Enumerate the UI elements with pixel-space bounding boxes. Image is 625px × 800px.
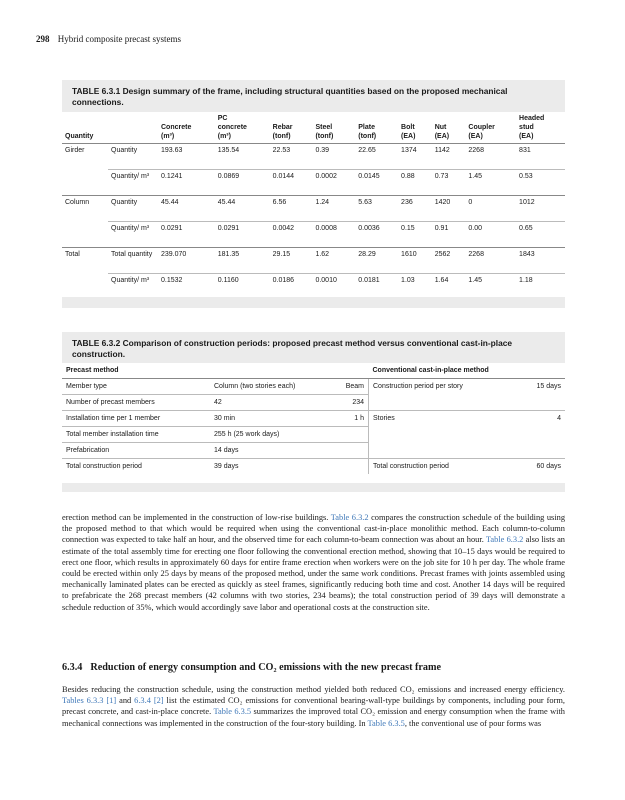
table-row	[62, 379, 565, 395]
table-cell: 2562	[434, 251, 451, 258]
section-number: 6.3.4	[62, 662, 83, 673]
table-cell: 0	[468, 199, 473, 206]
group-label: Total	[65, 251, 80, 258]
text-run: compares the construction schedule of the building using the proposed method to that which would be required when using the conventional cast-in-place monolithic method. Each column-to-column connection was expected to take half an hour, and the observed time for each column-to-beam connection was about an hour.	[62, 513, 566, 545]
table-cell: 0.0145	[355, 170, 398, 196]
table-cell: 45.44	[161, 199, 179, 206]
col-header	[516, 112, 565, 144]
table-cell: 0.0186	[270, 274, 313, 300]
table-cell: 0.15	[398, 222, 432, 248]
table-row	[62, 459, 565, 475]
col-header	[355, 112, 398, 144]
table-caption-text: Design summary of the frame, including structural quantities based on the proposed mechanical connections.	[72, 86, 508, 107]
table-caption-text: Comparison of construction periods: proposed precast method versus conventional cast-in-place construction.	[72, 338, 513, 359]
table-cell: 0.00	[465, 222, 516, 248]
table-row	[62, 248, 565, 274]
table-cell: 1610	[401, 251, 417, 258]
table-cell: Prefabrication	[62, 443, 210, 459]
table-cell: 60 days	[517, 459, 565, 475]
table-cell: Construction period per story	[369, 379, 518, 395]
table-cell: 22.65	[358, 147, 376, 154]
table-cell: 15 days	[517, 379, 565, 395]
table-cell: Number of precast members	[62, 395, 210, 411]
group-label	[62, 222, 108, 248]
table-cell: Beam	[330, 379, 369, 395]
table-cell: 0.0144	[270, 170, 313, 196]
table-cell: Total construction period	[369, 459, 518, 475]
col-header-line: Steel	[315, 124, 333, 131]
col-header-line	[358, 114, 395, 123]
section-heading	[62, 662, 441, 673]
table-header-row	[62, 363, 565, 379]
table-cell: 0.39	[315, 147, 330, 154]
table-cell: 30 min	[210, 411, 330, 427]
table-cell: 0.0181	[355, 274, 398, 300]
table-cell: 831	[519, 147, 531, 154]
group-label	[62, 170, 108, 196]
table-cell	[517, 443, 565, 459]
text-run: and	[116, 696, 135, 706]
table-cell: 0.1532	[158, 274, 215, 300]
table-caption	[62, 80, 565, 112]
row-label: Quantity/ m³	[108, 274, 158, 300]
table-link[interactable]: Table 6.3.2	[330, 513, 369, 522]
table-cell: 1.45	[465, 170, 516, 196]
table-cell: 1012	[519, 199, 535, 206]
table-cell: 135.54	[217, 147, 240, 154]
table-cell: 193.63	[161, 147, 183, 154]
table-row	[62, 222, 565, 248]
col-header-line: Bolt	[401, 124, 415, 131]
col-header	[432, 112, 466, 144]
row-label: Quantity/ m³	[108, 170, 158, 196]
col-header	[158, 112, 215, 144]
table-cell: 1142	[434, 147, 450, 154]
col-header-line: (m³)	[217, 133, 231, 140]
row-label: Quantity	[111, 199, 138, 206]
table-cell: 6.56	[272, 199, 287, 206]
text-run: , the conventional use of pour forms was	[404, 718, 542, 728]
table-cell	[369, 395, 518, 411]
col-header-line: Concrete	[161, 124, 192, 131]
col-header-line: Nut	[434, 124, 447, 131]
table-cell: 1 h	[330, 411, 369, 427]
table-row	[62, 170, 565, 196]
construction-period-table	[62, 363, 565, 474]
table-cell: 1.64	[432, 274, 466, 300]
table-row	[62, 427, 565, 443]
table-6-3-1	[62, 80, 565, 308]
running-title: Hybrid composite precast systems	[57, 34, 181, 44]
col-header	[398, 112, 432, 144]
table-cell: 4	[517, 411, 565, 427]
table-cell: 0.73	[432, 170, 466, 196]
table-cell: Member type	[62, 379, 210, 395]
table-cell: Installation time per 1 member	[62, 411, 210, 427]
table-cell: 2268	[468, 147, 484, 154]
col-header-line: Rebar	[272, 124, 293, 131]
table-cell: 0.65	[516, 222, 565, 248]
table-cell: 234	[330, 395, 369, 411]
col-header-line: (EA)	[468, 133, 483, 140]
table-row	[62, 411, 565, 427]
table-body-panel	[62, 363, 565, 483]
running-head	[36, 34, 181, 44]
col-header-line	[435, 114, 463, 123]
col-header-line: (EA)	[401, 133, 416, 140]
table-link[interactable]: Tables 6.3.3 [1]	[62, 696, 117, 706]
table-cell: 239.070	[161, 251, 187, 258]
col-header	[215, 112, 270, 144]
table-cell: 45.44	[217, 199, 236, 206]
table-header-row	[62, 112, 565, 144]
col-header-line: PC	[217, 115, 228, 122]
col-header-line: stud	[519, 124, 534, 131]
table-cell: Column (two stories each)	[210, 379, 330, 395]
col-header-line: (tonf)	[272, 133, 291, 140]
table-cell: 2268	[468, 251, 484, 258]
table-cell: 1.24	[315, 199, 330, 206]
table-cell: 1.45	[465, 274, 516, 300]
table-cell	[369, 443, 518, 459]
col-header-line	[315, 114, 352, 123]
table-row	[62, 395, 565, 411]
group-label: Girder	[65, 147, 85, 154]
table-cell	[369, 427, 518, 443]
table-cell	[330, 427, 369, 443]
table-link[interactable]: Table 6.3.2	[485, 535, 524, 545]
text-run: summarizes the improved total CO₂ emission and energy consumption when the frame with mechanical connections was implemented in the construction of the four-story building. In	[62, 707, 565, 728]
row-label: Quantity	[111, 147, 138, 154]
page-number: 298	[36, 34, 50, 44]
col-header-line: concrete	[217, 124, 247, 131]
text-run: erection method can be implemented in the construction of low-rise buildings.	[62, 513, 331, 522]
table-cell: 0.53	[516, 170, 565, 196]
header-precast-method: Precast method	[62, 363, 369, 379]
group-label	[62, 274, 108, 300]
table-row	[62, 443, 565, 459]
table-cell: 28.29	[358, 251, 376, 258]
table-cell	[330, 443, 369, 459]
table-cell: 0.91	[432, 222, 466, 248]
table-body-panel	[62, 112, 565, 297]
table-row	[62, 144, 565, 170]
col-header-line: (tonf)	[358, 133, 377, 140]
table-cell: 181.35	[217, 251, 240, 258]
table-cell: 1.03	[398, 274, 432, 300]
row-label: Quantity/ m³	[108, 222, 158, 248]
table-cell: 5.63	[358, 199, 372, 206]
col-header-line: Coupler	[468, 124, 495, 131]
table-cell: 1374	[401, 147, 417, 154]
header-conventional-method: Conventional cast-in-place method	[369, 363, 566, 379]
col-header	[312, 112, 355, 144]
table-cell: 255 h (25 work days)	[210, 427, 330, 443]
table-cell: 0.1241	[158, 170, 215, 196]
col-header-line: Headed	[519, 115, 545, 122]
col-header-line	[161, 114, 212, 123]
table-cell: 0.0291	[215, 222, 270, 248]
table-row	[62, 196, 565, 222]
col-header-line: (m³)	[161, 133, 175, 140]
table-cell: Total construction period	[62, 459, 210, 475]
table-cell: 1.18	[516, 274, 565, 300]
col-header	[465, 112, 516, 144]
table-label: TABLE 6.3.1	[72, 86, 121, 96]
table-6-3-2	[62, 332, 565, 492]
table-cell: 29.15	[272, 251, 291, 258]
table-cell: 0.1160	[215, 274, 270, 300]
table-cell	[330, 459, 369, 475]
table-cell: 0.0010	[312, 274, 355, 300]
table-cell: 1843	[519, 251, 535, 258]
table-cell: 0.0002	[312, 170, 355, 196]
table-cell: 1420	[434, 199, 451, 206]
table-cell: 22.53	[272, 147, 291, 154]
table-link[interactable]: Table 6.3.5	[367, 718, 405, 728]
col-header-line: (EA)	[519, 133, 534, 140]
table-cell: 0.0042	[270, 222, 313, 248]
table-cell: Stories	[369, 411, 518, 427]
table-cell	[517, 427, 565, 443]
table-cell: 0.0291	[158, 222, 215, 248]
row-label: Total quantity	[111, 251, 153, 258]
col-header-line: (EA)	[434, 133, 450, 140]
table-cell	[517, 395, 565, 411]
table-cell: 39 days	[210, 459, 330, 475]
col-header-line	[401, 114, 429, 123]
body-paragraph	[62, 684, 565, 729]
table-cell: 42	[210, 395, 330, 411]
table-cell: 14 days	[210, 443, 330, 459]
table-cell: 0.0008	[312, 222, 355, 248]
table-cell: 0.0869	[215, 170, 270, 196]
col-header-line: Plate	[358, 124, 375, 131]
group-label: Column	[65, 199, 90, 206]
header-quantity: Quantity	[65, 133, 94, 140]
table-link[interactable]: Table 6.3.5	[213, 707, 252, 717]
section-title: Reduction of energy consumption and CO₂ emissions with the new precast frame	[90, 662, 442, 673]
table-cell: 0.0036	[355, 222, 398, 248]
body-paragraph	[62, 512, 565, 613]
col-header-line	[273, 114, 310, 123]
table-cell: Total member installation time	[62, 427, 210, 443]
text-run: also lists an estimate of the total assembly time for erecting one floor following the conventional erection method, showing that 10–15 days would be required to erect one floor, which results in approximately 60 days for entire frame erection when workers were on the job site for 10 h per day. The whole frame could be erected within only 25 days by means of the proposed method, under the same work conditions. Precast frames with joints assembled using mechanically laminated plates can be erected as quickly as steel frames, significantly reducing both time and cost. Another 14 days will be required to prefabricate the 268 precast members (42 columns with two stories, 234 beams); the total construction period of 39 days will demonstrate a schedule reduction of 35%, which would accordingly save labor and operational costs at the construction site.	[62, 535, 565, 612]
text-run: list the estimated CO₂ emissions for conventional bearing-wall-type buildings by components, including pour form, precast concrete, and cast-in-place concrete.	[62, 696, 566, 717]
table-cell: 1.62	[315, 251, 330, 258]
table-row	[62, 274, 565, 300]
col-header	[270, 112, 313, 144]
table-cell: 0.88	[398, 170, 432, 196]
col-header-line: (tonf)	[315, 133, 334, 140]
table-link[interactable]: 6.3.4 [2]	[134, 696, 164, 706]
design-summary-table	[62, 112, 565, 300]
text-run: Besides reducing the construction schedule, using the construction method yielded both reduced CO₂ emissions and increased energy efficiency.	[62, 685, 565, 694]
table-label: TABLE 6.3.2	[72, 338, 121, 348]
table-caption	[62, 332, 565, 364]
col-header-line	[468, 114, 513, 123]
table-cell: 236	[401, 199, 413, 206]
